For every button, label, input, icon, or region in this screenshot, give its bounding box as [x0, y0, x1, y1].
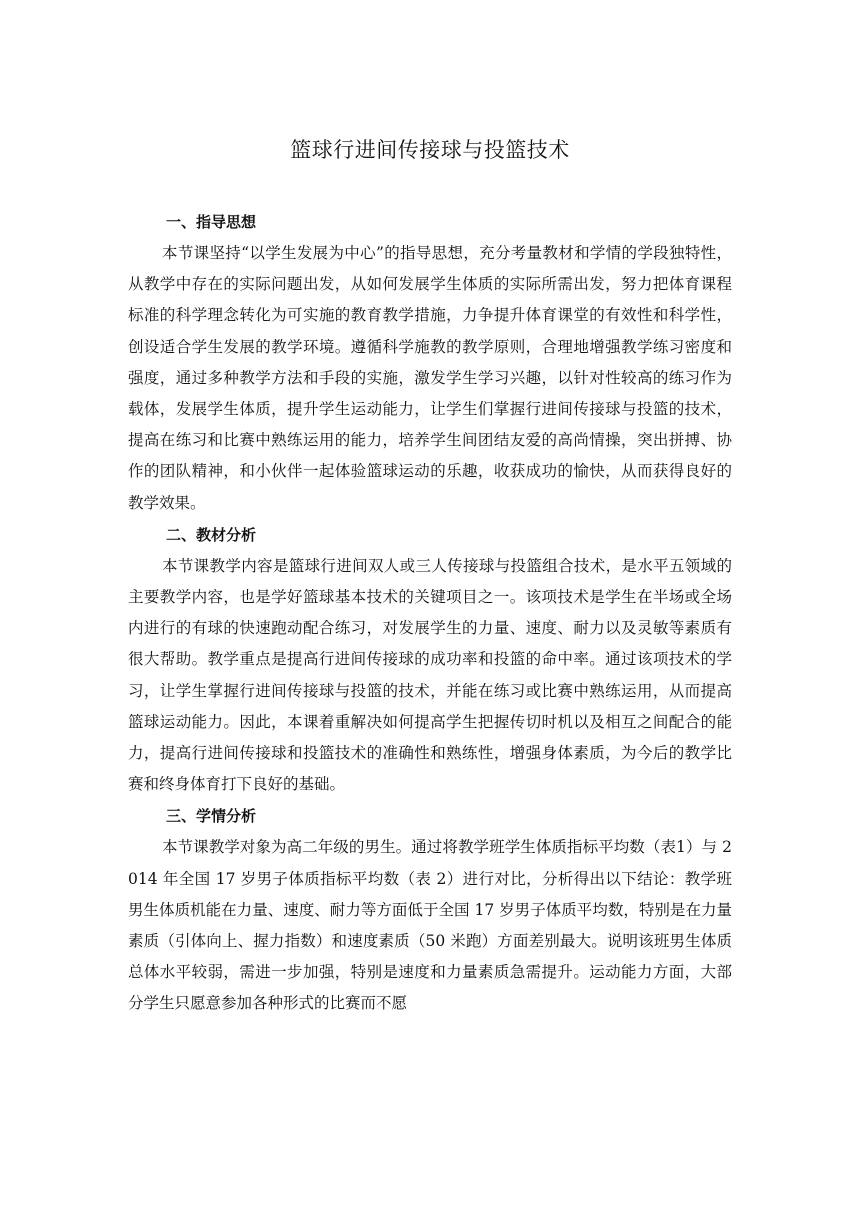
section-paragraph: 本节课坚持“以学生发展为中心”的指导思想，充分考量教材和学情的学段独特性，从教学中存在的实际问题出发，从如何发展学生体质的实际所需出发，努力把体育课程标准的科学理念转化为可实施的教育教学措施，力争提升体育课堂的有效性和科学性，创设适合学生发展的教学环境。遵循科学施教的教学原则，合理地增强教学练习密度和强度，通过多种教学方法和手段的实施，激发学生学习兴趣，以针对性较高的练习作为载体，发展学生体质，提升学生运动能力，让学生们掌握行进间传接球与投篮的技术，提高在练习和比赛中熟练运用的能力，培养学生间团结友爱的高尚情操，突出拼搏、协作的团队精神，和小伙伴一起体验篮球运动的乐趣，收获成功的愉快，从而获得良好的教学效果。 [128, 244, 732, 512]
document-title: 篮球行进间传接球与投篮技术 [290, 138, 570, 162]
section-heading: 三、学情分析 [166, 807, 257, 826]
section-heading: 二、教材分析 [166, 525, 257, 544]
document-page [128, 130, 732, 1020]
section-material-analysis [128, 519, 732, 801]
section-student-analysis [128, 800, 732, 1019]
section-heading: 一、指导思想 [166, 213, 257, 231]
section-guiding-ideology [128, 206, 732, 519]
section-paragraph: 本节课教学对象为高二年级的男生。通过将教学班学生体质指标平均数（表1）与 2014 年全国 17 岁男子体质指标平均数（表 2）进行对比，分析得出以下结论：教学班男生体质机能在力量、速度、耐力等方面低于全国 17 岁男子体质平均数，特别是在力量素质（引体向上、握力指数）和速度素质（50 米跑）方面差别最大。说明该班男生体质总体水平较弱，需进一步加强，特别是速度和力量素质急需提升。运动能力方面，大部分学生只愿意参加各种形式的比赛而不愿 [128, 838, 732, 1013]
section-paragraph: 本节课教学内容是篮球行进间双人或三人传接球与投篮组合技术，是水平五领域的主要教学内容，也是学好篮球基本技术的关键项目之一。该项技术是学生在半场或全场内进行的有球的快速跑动配合练习，对发展学生的力量、速度、耐力以及灵敏等素质有很大帮助。教学重点是提高行进间传接球的成功率和投篮的命中率。通过该项技术的学习，让学生掌握行进间传接球与投篮的技术，并能在练习或比赛中熟练运用，从而提高篮球运动能力。因此，本课着重解决如何提高学生把握传切时机以及相互之间配合的能力，提高行进间传接球和投篮技术的准确性和熟练性，增强身体素质，为今后的教学比赛和终身体育打下良好的基础。 [128, 556, 732, 794]
